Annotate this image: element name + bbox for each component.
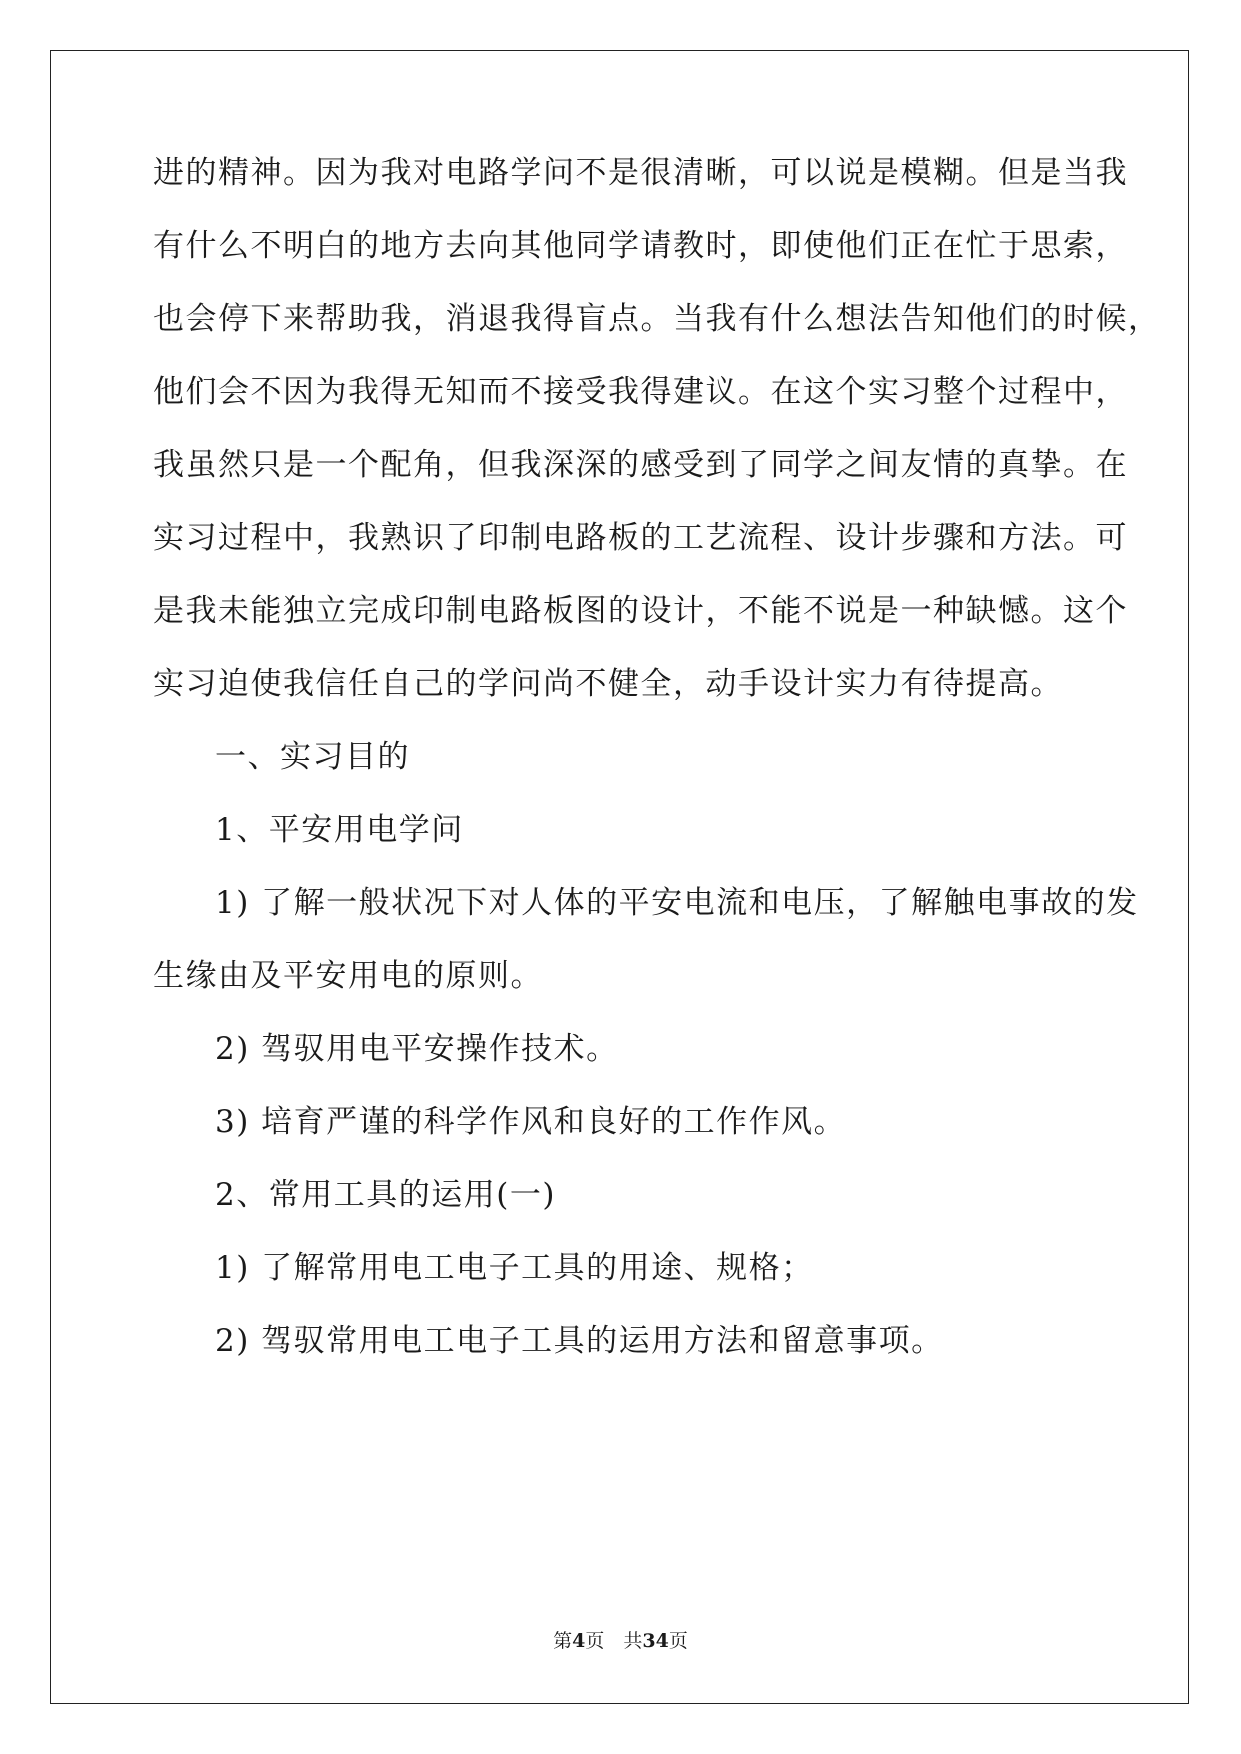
total-pages-number: 34 xyxy=(642,1630,669,1652)
paragraph-line-8: 实习迫使我信任自己的学问尚不健全，动手设计实力有待提高。 xyxy=(153,666,1063,702)
item1-heading: 1、平安用电学问 xyxy=(215,812,464,848)
item1-point1-line2: 生缘由及平安用电的原则。 xyxy=(153,958,543,994)
item2-point2: 2) 驾驭常用电工电子工具的运用方法和留意事项。 xyxy=(215,1323,944,1359)
paragraph-line-1: 进的精神。因为我对电路学问不是很清晰，可以说是模糊。但是当我 xyxy=(153,155,1128,191)
item1-point3: 3) 培育严谨的科学作风和良好的工作作风。 xyxy=(215,1104,847,1140)
item2-heading: 2、常用工具的运用(一) xyxy=(215,1177,556,1213)
paragraph-line-7: 是我未能独立完成印制电路板图的设计，不能不说是一种缺憾。这个 xyxy=(153,593,1128,629)
current-page-number: 4 xyxy=(572,1630,586,1652)
item2-point1: 1) 了解常用电工电子工具的用途、规格； xyxy=(215,1250,814,1286)
footer-prefix: 第 xyxy=(553,1630,573,1652)
section-heading: 一、实习目的 xyxy=(215,739,410,775)
footer-suffix: 页 xyxy=(668,1630,688,1652)
item1-point2: 2) 驾驭用电平安操作技术。 xyxy=(215,1031,619,1067)
footer-middle: 页 共 xyxy=(585,1630,643,1652)
paragraph-line-5: 我虽然只是一个配角，但我深深的感受到了同学之间友情的真挚。在 xyxy=(153,447,1128,483)
paragraph-line-6: 实习过程中，我熟识了印制电路板的工艺流程、设计步骤和方法。可 xyxy=(153,520,1128,556)
item1-point1-line1: 1) 了解一般状况下对人体的平安电流和电压，了解触电事故的发 xyxy=(215,885,1139,921)
paragraph-line-2: 有什么不明白的地方去向其他同学请教时，即使他们正在忙于思索， xyxy=(153,228,1128,264)
page-footer xyxy=(0,1628,1241,1654)
paragraph-line-3: 也会停下来帮助我，消退我得盲点。当我有什么想法告知他们的时候， xyxy=(153,301,1161,337)
paragraph-line-4: 他们会不因为我得无知而不接受我得建议。在这个实习整个过程中， xyxy=(153,374,1128,410)
